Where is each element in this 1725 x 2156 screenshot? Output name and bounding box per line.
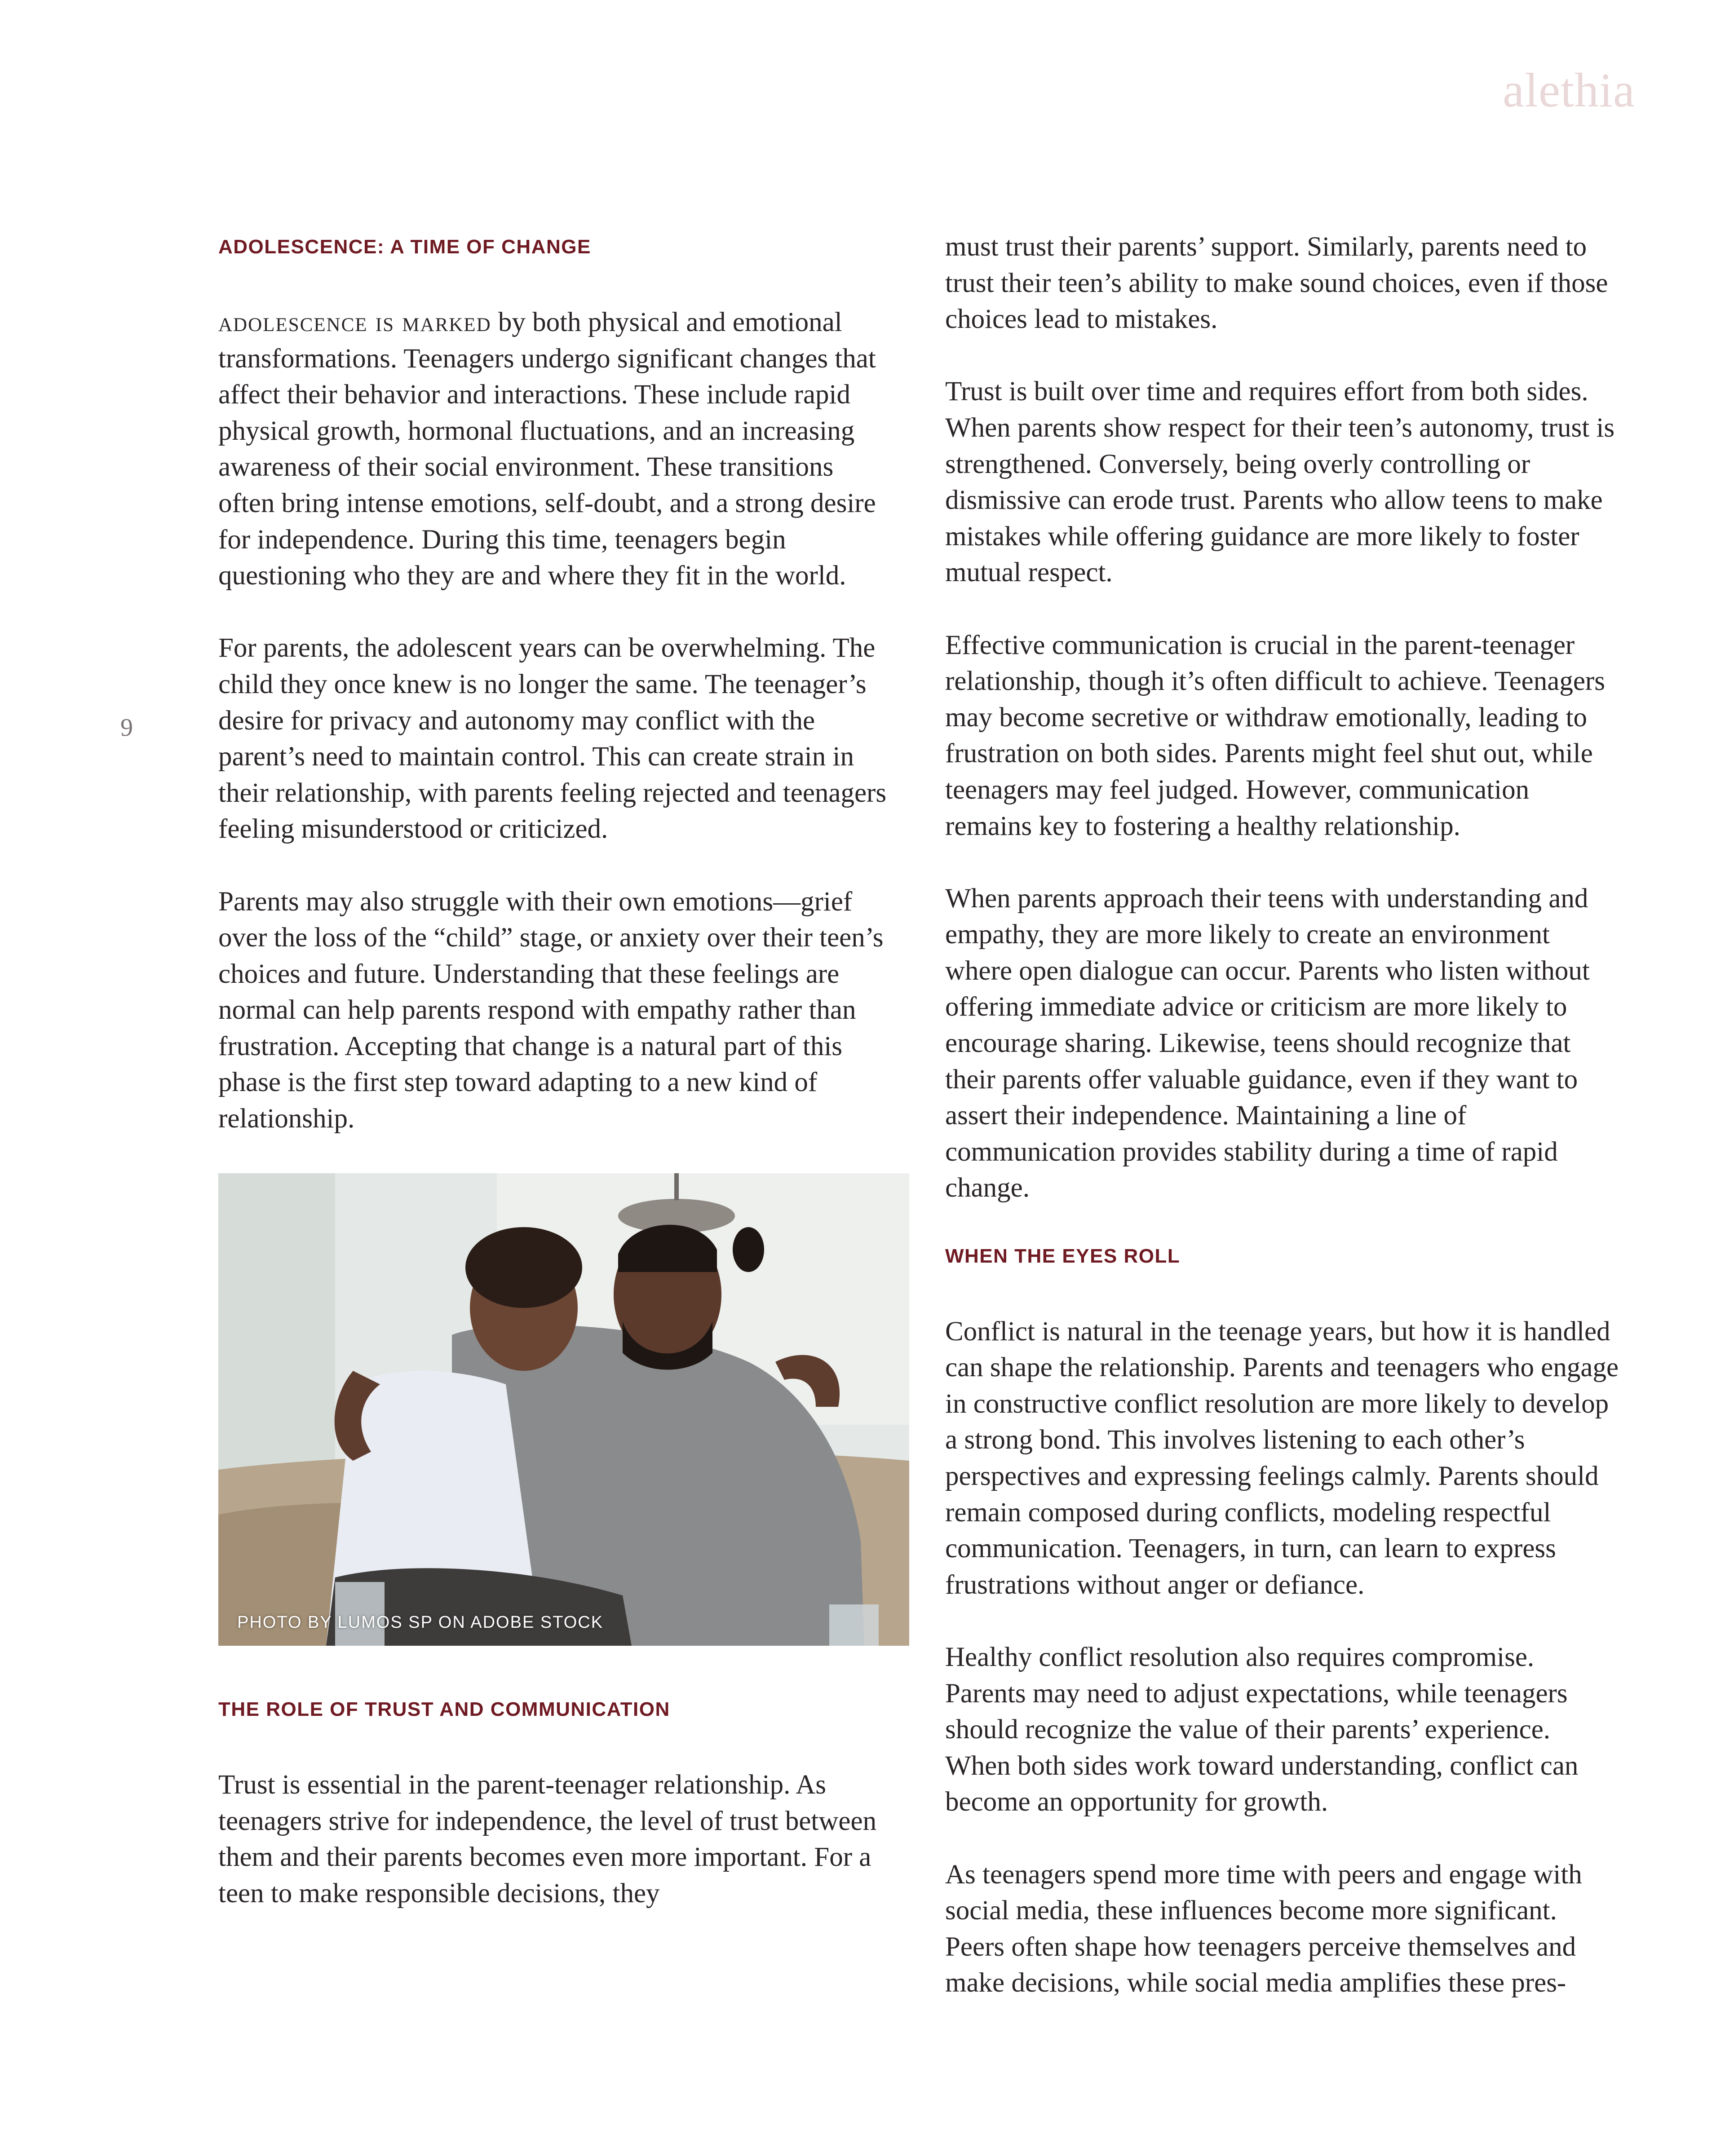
paragraph: Effective communication is crucial in the parent-teenager relationship, though it’s often difficult to achieve. Teenagers may become secretive or withdraw emotionally, leading to frustration on both sides. Parents might feel shut out, while teenagers may feel judged. However, communication remains key to fostering a healthy relationship. (945, 630, 1605, 841)
photo-illustration (218, 1173, 909, 1646)
brand-logo: alethia (1503, 64, 1635, 117)
photo-credit: PHOTO BY LUMOS SP ON ADOBE STOCK (237, 1613, 604, 1632)
paragraph: For parents, the adolescent years can be overwhelming. The child they once knew is no longer the same. The teenager’s desire for privacy and autonomy may conflict with the parent’s need to maintain control. This can create strain in their relationship, with parents feeling rejected and teenagers feeling misunderstood or criticized. (218, 633, 887, 844)
section-heading-eyes-roll: WHEN THE EYES ROLL (945, 1245, 1181, 1267)
lead-in-small-caps: adolescence is marked (218, 307, 491, 337)
paragraph: As teenagers spend more time with peers and engage with social media, these influences become more significant. Peers often shape how teenagers perceive themselves and make decisions, while social media amplifies these pres- (945, 1859, 1582, 1998)
paragraph-text: by both physical and emotional transformations. Teenagers undergo significant changes that affect their behavior and interactions. These include rapid physical growth, hormonal fluctuations, and an increasing awareness of their social environment. These transitions often bring intense emotions, self-doubt, and a strong desire for independence. During this time, teenagers begin questioning who they are and where they fit in the world. (218, 307, 876, 591)
section-heading-adolescence: ADOLESCENCE: A TIME OF CHANGE (218, 236, 591, 258)
paragraph: Conflict is natural in the teenage years, but how it is handled can shape the relationship. Parents and teenagers who engage in constructive conflict resolution are more likely to develop a strong bond. This involves listening to each other’s perspectives and expressing feelings calmly. Parents should remain composed during conflicts, modeling respectful communication. Teenagers, in turn, can learn to express frustrations without anger or defiance. (945, 1316, 1619, 1600)
paragraph: Trust is built over time and requires effort from both sides. When parents show respect for their teen’s autonomy, trust is strengthened. Conversely, being overly controlling or dismissive can erode trust. Parents who allow teens to make mistakes while offering guidance are more likely to foster mutual respect. (945, 376, 1615, 588)
paragraph: Parents may also struggle with their own emotions—grief over the loss of the “child” stage, or anxiety over their teen’s choices and future. Understanding that these feelings are normal can help parents respond with empathy rather than frustration. Accepting that change is a natural part of this phase is the first step toward adapting to a new kind of relationship. (218, 886, 884, 1134)
paragraph: Healthy conflict resolution also requires compromise. Parents may need to adjust expectations, while teenagers should recognize the value of their parents’ experience. When both sides work toward understanding, conflict can become an opportunity for growth. (945, 1642, 1579, 1817)
photo-father-and-son (218, 1173, 909, 1646)
paragraph: When parents approach their teens with understanding and empathy, they are more likely to create an environment where open dialogue can occur. Parents who listen without offering immediate advice or criticism are more likely to encourage sharing. Likewise, teens should recognize that their parents offer valuable guidance, even if they want to assert their independence. Maintaining a line of communication provides stability during a time of rapid change. (945, 883, 1590, 1203)
right-column (945, 229, 1619, 2038)
left-column (218, 229, 892, 1948)
section-heading-trust: THE ROLE OF TRUST AND COMMUNICATION (218, 1698, 670, 1721)
paragraph: must trust their parents’ support. Similarly, parents need to trust their teen’s ability to make sound choices, even if those choices lead to mistakes. (945, 232, 1608, 335)
page-number: 9 (120, 714, 133, 742)
paragraph (218, 305, 892, 594)
paragraph: Trust is essential in the parent-teenager relationship. As teenagers strive for independence, the level of trust between them and their parents becomes even more important. For a teen to make responsible decisions, they (218, 1770, 877, 1909)
